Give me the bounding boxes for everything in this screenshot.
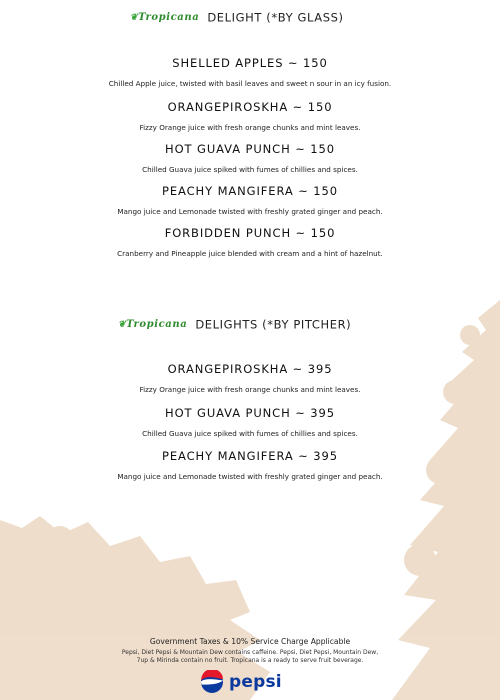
item-name: PEACHY MANGIFERA ~ 395 [162,449,338,463]
caffeine-notice: Pepsi, Diet Pepsi & Mountain Dew contains caffeine. Pepsi, Diet Pepsi, Mountain Dew, [121,649,379,656]
section-header-glass [0,10,500,25]
menu-item [0,184,500,216]
menu-item [0,226,500,258]
menu-item [0,406,500,438]
item-description: Fizzy Orange juice with fresh orange chunks and mint leaves. [139,385,361,394]
item-name: HOT GUAVA PUNCH ~ 150 [165,142,335,156]
fruit-notice: 7up & Mirinda contain no fruit. Tropicana is a ready to serve fruit beverage. [136,657,364,664]
section-title: DELIGHT (*BY GLASS) [207,10,344,25]
tax-notice: Government Taxes & 10% Service Charge Applicable [149,637,351,646]
leaf-icon: ❦ [130,13,139,23]
tropicana-logo: ❦Tropicana [118,319,188,330]
footer-disclaimer [0,637,500,665]
item-description: Mango juice and Lemonade twisted with freshly grated ginger and peach. [117,472,383,481]
menu-item [0,100,500,132]
item-name: PEACHY MANGIFERA ~ 150 [162,184,338,198]
item-description: Chilled Apple juice, twisted with basil leaves and sweet n sour in an icy fusion. [108,79,392,88]
section-header-pitcher [0,317,500,332]
menu-item [0,362,500,394]
menu-item [0,56,500,88]
item-description: Chilled Guava juice spiked with fumes of chillies and spices. [142,429,358,438]
menu-item [0,449,500,481]
item-name: SHELLED APPLES ~ 150 [172,56,328,70]
item-name: ORANGEPIROSKHA ~ 150 [167,100,333,114]
menu-item [0,142,500,174]
leaf-icon: ❦ [118,320,127,330]
pepsi-logo [200,669,282,695]
section-title: DELIGHTS (*BY PITCHER) [195,317,352,332]
item-description: Fizzy Orange juice with fresh orange chunks and mint leaves. [139,123,361,132]
item-description: Cranberry and Pineapple juice blended with cream and a hint of hazelnut. [117,249,383,258]
item-description: Mango juice and Lemonade twisted with freshly grated ginger and peach. [117,207,383,216]
item-description: Chilled Guava juice spiked with fumes of chillies and spices. [142,165,358,174]
item-name: HOT GUAVA PUNCH ~ 395 [165,406,335,420]
pepsi-globe-icon [200,670,224,694]
item-name: ORANGEPIROSKHA ~ 395 [167,362,333,376]
item-name: FORBIDDEN PUNCH ~ 150 [164,226,336,240]
brand-wordmark: pepsi [229,672,282,692]
tropicana-logo: ❦Tropicana [130,12,200,23]
